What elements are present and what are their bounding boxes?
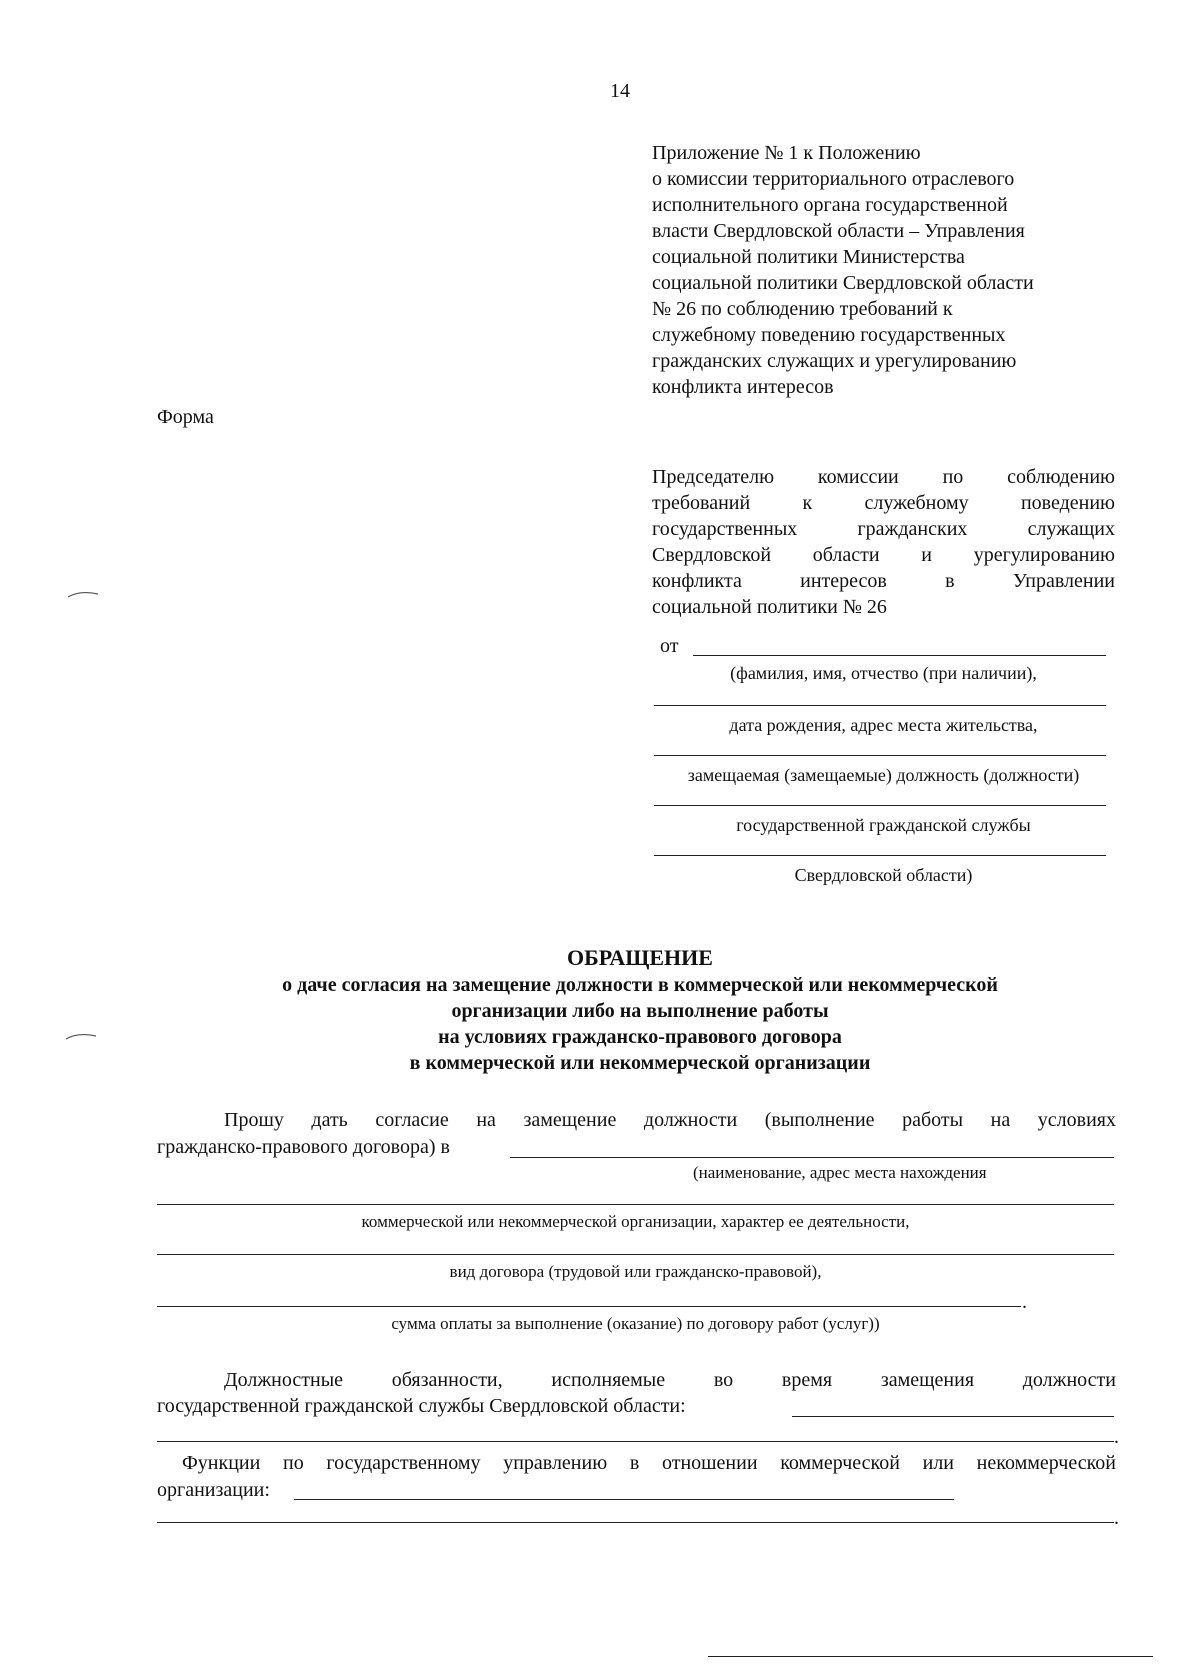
period-mark: .	[1022, 1291, 1027, 1313]
appendix-line: служебному поведению государственных	[652, 324, 1006, 346]
addressee-line: социальной политики № 26	[652, 596, 887, 618]
appendix-line: о комиссии территориального отраслевого	[652, 168, 1015, 190]
organization-caption: коммерческой или некоммерческой организации, характер ее деятельности,	[361, 1212, 910, 1231]
duties-line-field[interactable]	[792, 1416, 1114, 1417]
appendix-line: конфликта интересов	[652, 376, 834, 398]
appendix-line: гражданских служащих и урегулированию	[652, 350, 1017, 372]
addressee-line: государственных гражданских служащих	[652, 518, 1115, 540]
subtitle-line: о даче согласия на замещение должности в коммерческой или некоммерческой	[282, 974, 998, 996]
functions-line-2: организации:	[157, 1479, 270, 1501]
organization-caption: (наименование, адрес места нахождения	[693, 1163, 987, 1182]
appendix-line: власти Свердловской области – Управления	[652, 220, 1025, 242]
appendix-block	[652, 140, 1112, 400]
addressee-line: Свердловской области и урегулированию	[652, 544, 1115, 566]
from-caption: Свердловской области)	[794, 865, 973, 885]
payment-caption: сумма оплаты за выполнение (оказание) по договору работ (услуг))	[391, 1314, 880, 1333]
addressee-line: Председателю комиссии по соблюдению	[652, 466, 1115, 488]
from-birthdate-line[interactable]	[654, 705, 1106, 706]
page-number: 14	[610, 80, 630, 102]
payment-line[interactable]	[157, 1306, 1021, 1307]
appendix-line: Приложение № 1 к Положению	[652, 142, 921, 164]
from-caption: (фамилия, имя, отчество (при наличии),	[730, 663, 1037, 683]
contract-caption: вид договора (трудовой или гражданско-правовой),	[449, 1262, 822, 1281]
functions-continuation-line[interactable]	[157, 1522, 1114, 1523]
from-label: от	[660, 635, 679, 657]
functions-line-1: Функции по государственному управлению в отношении коммерческой или некоммерческой	[182, 1452, 1116, 1474]
scan-mark	[64, 1030, 98, 1042]
addressee-block	[652, 464, 1115, 620]
organization-name-line[interactable]	[510, 1157, 1114, 1158]
request-line-2: гражданско-правового договора) в	[157, 1136, 450, 1158]
organization-activity-line[interactable]	[157, 1204, 1114, 1205]
subtitle-line: в коммерческой или некоммерческой организации	[409, 1052, 871, 1074]
contract-type-line[interactable]	[157, 1254, 1114, 1255]
form-label: Форма	[157, 406, 214, 428]
from-caption: государственной гражданской службы	[736, 815, 1031, 835]
document-title: ОБРАЩЕНИЕ	[567, 945, 713, 970]
from-position-line[interactable]	[654, 755, 1106, 756]
addressee-line: конфликта интересов в Управлении	[652, 570, 1115, 592]
addressee-line: требований к служебному поведению	[652, 492, 1115, 514]
document-subtitle	[140, 972, 1140, 1076]
functions-line-field[interactable]	[294, 1499, 954, 1500]
appendix-line: социальной политики Свердловской области	[652, 272, 1034, 294]
from-caption: дата рождения, адрес места жительства,	[729, 715, 1038, 735]
period-mark: .	[1114, 1507, 1119, 1529]
subtitle-line: организации либо на выполнение работы	[451, 1000, 829, 1022]
duties-continuation-line[interactable]	[157, 1441, 1114, 1442]
from-service-line[interactable]	[654, 805, 1106, 806]
period-mark: .	[1114, 1426, 1119, 1448]
from-name-line[interactable]	[693, 655, 1106, 656]
duties-line-1: Должностные обязанности, исполняемые во время замещения должности	[224, 1369, 1116, 1391]
duties-line-2: государственной гражданской службы Свердловской области:	[157, 1395, 686, 1417]
appendix-line: социальной политики Министерства	[652, 246, 965, 268]
signature-line[interactable]	[708, 1656, 1153, 1657]
from-caption: замещаемая (замещаемые) должность (должности)	[687, 765, 1080, 785]
appendix-line: № 26 по соблюдению требований к	[652, 298, 953, 320]
subtitle-line: на условиях гражданско-правового договора	[438, 1026, 842, 1048]
from-region-line[interactable]	[654, 855, 1106, 856]
scan-mark	[66, 588, 100, 600]
appendix-line: исполнительного органа государственной	[652, 194, 1008, 216]
request-line-1: Прошу дать согласие на замещение должности (выполнение работы на условиях	[224, 1109, 1116, 1131]
